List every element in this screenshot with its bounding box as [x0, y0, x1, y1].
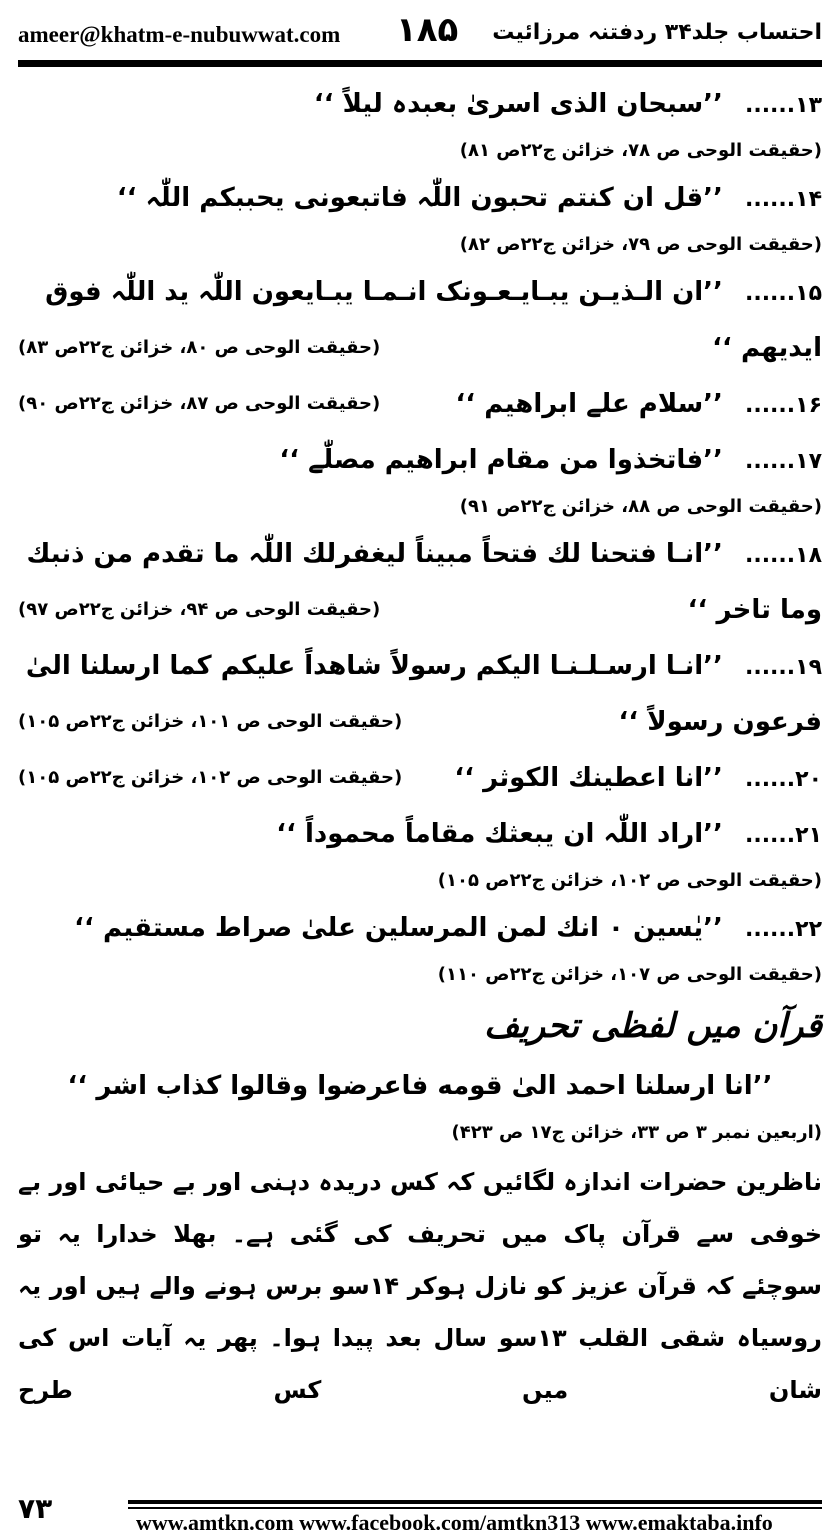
verse-14 — [18, 170, 822, 226]
verse-text: ’’اراد اللّٰہ ان یبعثك مقاماً محموداً ‘‘ — [276, 819, 723, 849]
footer-page-number: ۷۳ — [18, 1492, 53, 1525]
verse-19 — [18, 638, 822, 694]
reference: (حقیقت الوحی ص ۸۷، خزائن ج۲۲ص ۹۰) — [18, 393, 381, 414]
verse-20 — [18, 750, 822, 806]
reference: (حقیقت الوحی ص ۷۸، خزائن ج۲۲ص ۸۱) — [459, 140, 822, 161]
verse-19-continuation — [18, 694, 822, 750]
verse-text: ’’یٰسین ۰ انك لمن المرسلین علیٰ صراط مستقیم ‘‘ — [74, 913, 723, 943]
verse-18 — [18, 526, 822, 582]
header-email: ameer@khatm-e-nubuwwat.com — [18, 22, 341, 47]
verse-text: ’’فاتخذوا من مقام ابراھیم مصلّٰے ‘‘ — [279, 445, 723, 475]
footer-rule — [128, 1500, 822, 1504]
verse-21 — [18, 806, 822, 862]
verse-16 — [18, 376, 822, 432]
verse-number: ۱۳...... — [744, 93, 822, 118]
page-header — [18, 8, 822, 60]
verse-text: ایدیھم ‘‘ — [712, 333, 822, 363]
verse-number: ۱۸...... — [744, 543, 822, 568]
page-content — [18, 76, 822, 1416]
footer-rule-thin — [128, 1507, 822, 1509]
header-title: احتساب جلد۳۴ ردفتنہ مرزائیت — [492, 20, 822, 45]
verse-18-continuation — [18, 582, 822, 638]
verse-text: فرعون رسولاً ‘‘ — [618, 707, 822, 737]
verse-text: ’’ان الـذیـن یبـایـعـونک انـمـا یبـایعون اللّٰہ ید اللّٰہ فوق — [45, 277, 723, 307]
verse-number: ۱۹...... — [744, 655, 822, 680]
verse-number: ۱۷...... — [744, 449, 822, 474]
verse-text: ’’سلام علے ابراھیم ‘‘ — [455, 389, 723, 419]
section-heading: قرآن میں لفظی تحریف — [484, 1006, 822, 1046]
verse-text: ’’انـا فتحنا لك فتحاً مبیناً لیغفرلك اللّٰہ ما تقدم من ذنبك — [26, 539, 723, 569]
section-quote-reference: (اربعین نمبر ۳ ص ۳۳، خزائن ج۱۷ ص ۴۲۳) — [451, 1122, 822, 1143]
verse-number: ۱۵...... — [744, 281, 822, 306]
verse-number: ۲۰...... — [744, 767, 822, 792]
header-rule — [18, 60, 822, 67]
section-paragraph: ناظرین حضرات اندازہ لگائیں کہ کس دریدہ دہنی اور بے حیائی اور بے خوفی سے قرآن پاک میں تحریف کی گئی ہے۔ بھلا خدارا یہ تو سوچئے کہ قرآن عزیز کو نازل ہوکر ۱۴سو برس ہونے والے ہیں اور یہ روسیاہ شقی القلب ۱۳سو سال بعد پیدا ہوا۔ پھر یہ آیات اس کی شان میں کس طرح — [18, 1168, 822, 1404]
page-footer — [18, 1492, 822, 1535]
reference: (حقیقت الوحی ص ۷۹، خزائن ج۲۲ص ۸۲) — [459, 234, 822, 255]
verse-13 — [18, 76, 822, 132]
section-quote: ’’انا ارسلنا احمد الیٰ قومه فاعرضوا وقالوا کذاب اشر ‘‘ — [67, 1071, 773, 1101]
reference: (حقیقت الوحی ص ۱۰۲، خزائن ج۲۲ص ۱۰۵) — [437, 870, 822, 891]
verse-text: ’’قل ان کنتم تحبون اللّٰہ فاتبعونی یحببکم اللّٰہ ‘‘ — [116, 183, 723, 213]
verse-number: ۲۲...... — [744, 917, 822, 942]
verse-number: ۱۴...... — [744, 187, 822, 212]
reference: (حقیقت الوحی ص ۱۰۲، خزائن ج۲۲ص ۱۰۵) — [18, 767, 403, 788]
reference: (حقیقت الوحی ص ۸۸، خزائن ج۲۲ص ۹۱) — [459, 496, 822, 517]
verse-text: وما تاخر ‘‘ — [687, 595, 822, 625]
header-page-number: ۱۸۵ — [396, 10, 459, 50]
verse-number: ۲۱...... — [744, 823, 822, 848]
reference: (حقیقت الوحی ص ۱۰۱، خزائن ج۲۲ص ۱۰۵) — [18, 711, 403, 732]
verse-15 — [18, 264, 822, 320]
verse-text: ’’انا اعطینك الکوثر ‘‘ — [454, 763, 723, 793]
verse-22 — [18, 900, 822, 956]
reference: (حقیقت الوحی ص ۱۰۷، خزائن ج۲۲ص ۱۱۰) — [437, 964, 822, 985]
verse-text: ’’سبحان الذی اسریٰ بعبدہ لیلاً ‘‘ — [313, 89, 723, 119]
verse-number: ۱۶...... — [744, 393, 822, 418]
reference: (حقیقت الوحی ص ۹۴، خزائن ج۲۲ص ۹۷) — [18, 599, 381, 620]
verse-text: ’’انـا ارسـلـنـا الیکم رسولاً شاھداً علیکم کما ارسلنا الیٰ — [25, 651, 723, 681]
verse-17 — [18, 432, 822, 488]
verse-15-continuation — [18, 320, 822, 376]
footer-urls: www.amtkn.com www.facebook.com/amtkn313 www.emaktaba.info — [136, 1510, 773, 1535]
reference: (حقیقت الوحی ص ۸۰، خزائن ج۲۲ص ۸۳) — [18, 337, 381, 358]
